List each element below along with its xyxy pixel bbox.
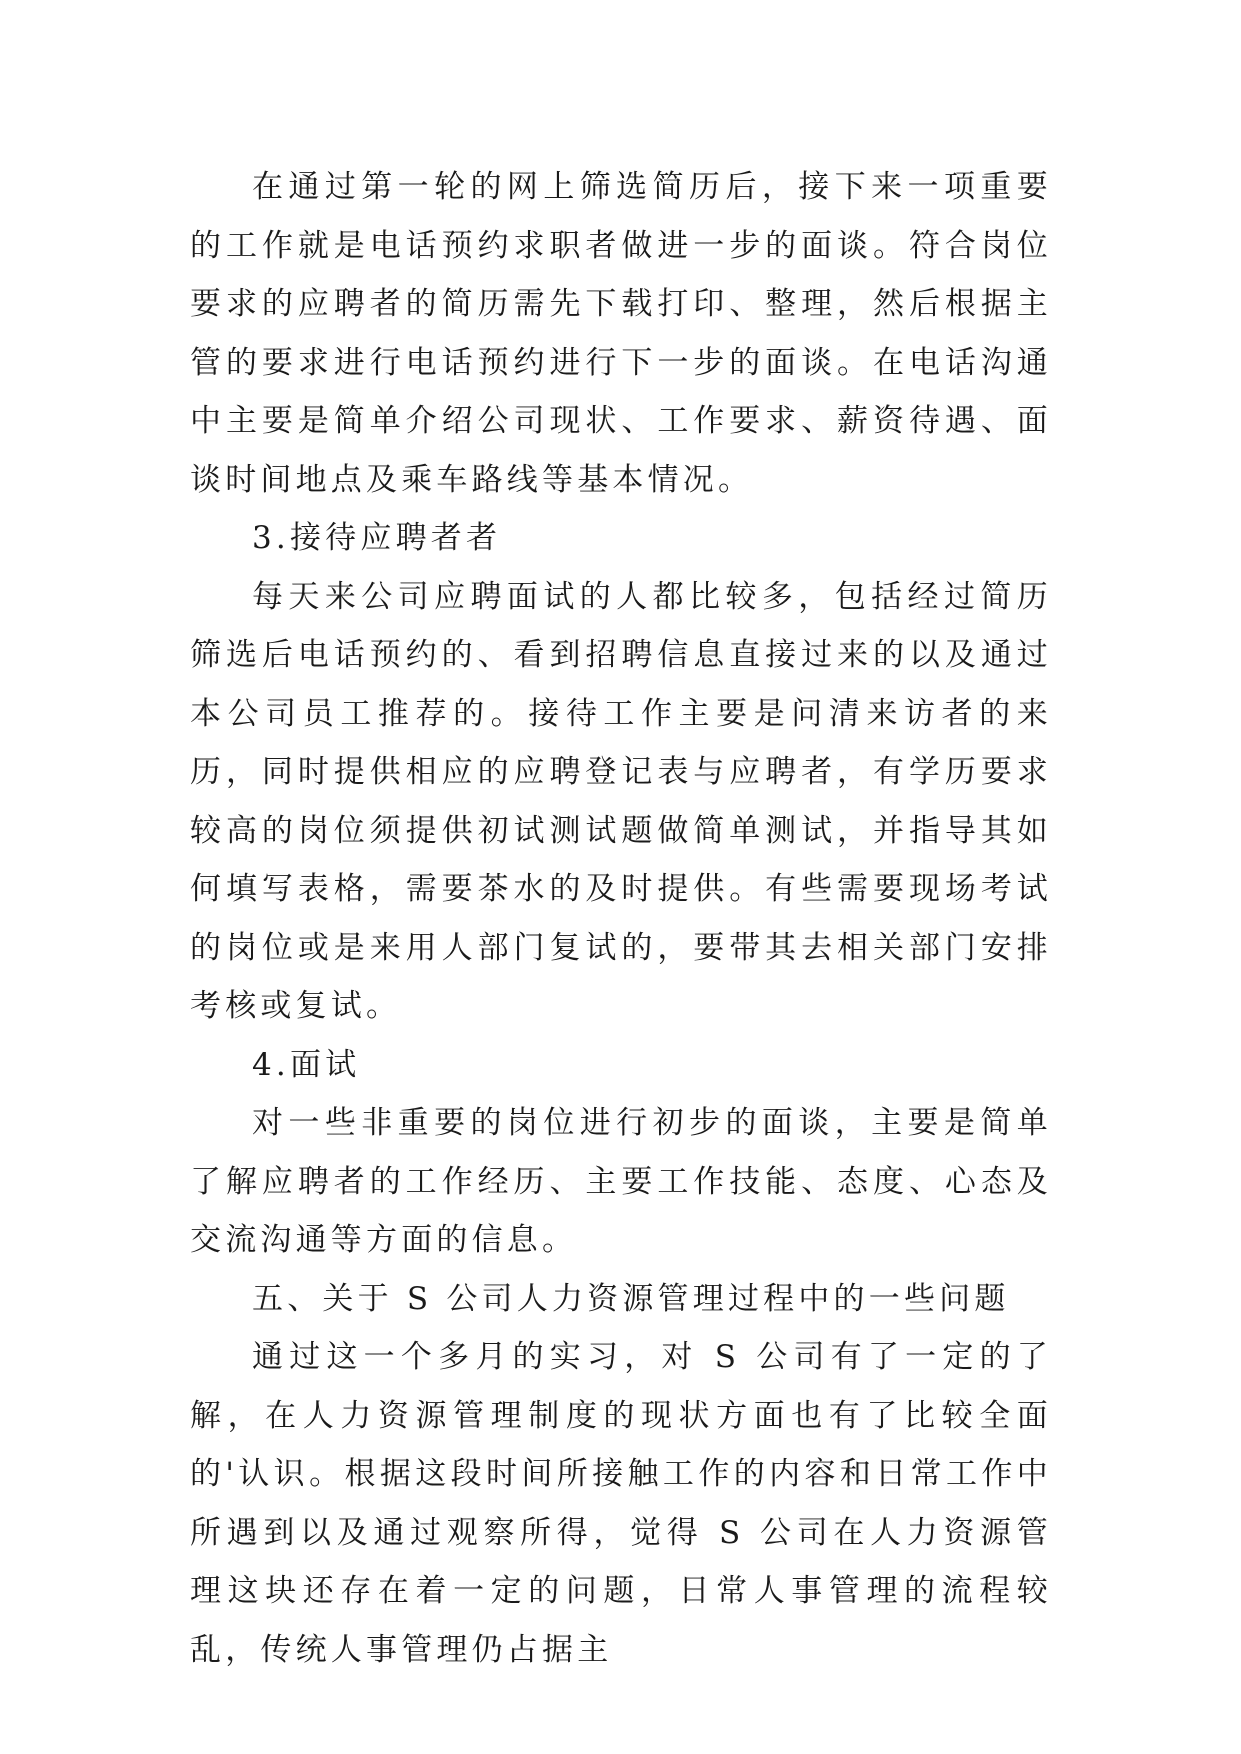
section-heading-reception: 3.接待应聘者者: [252, 520, 502, 556]
section-heading-problems: 五、关于 S 公司人力资源管理过程中的一些问题: [252, 1280, 1010, 1317]
paragraph-problems: 通过这一个多月的实习，对 S 公司有了一定的了解，在人力资源管理制度的现状方面也有了比较全面的'认识。根据这段时间所接触工作的内容和日常工作中所遇到以及通过观察所得，觉得 S 公司在人力资源管理这块还存在着一定的问题，日常人事管理的流程较乱，传统人事管理仍占据主: [190, 1339, 1052, 1668]
paragraph-interview: 对一些非重要的岗位进行初步的面谈，主要是简单了解应聘者的工作经历、主要工作技能、态度、心态及交流沟通等方面的信息。: [190, 1105, 1052, 1258]
section-heading-interview: 4.面试: [252, 1046, 361, 1083]
document-body: [190, 158, 1052, 1679]
paragraph-phone-appointment: 在通过第一轮的网上筛选简历后，接下来一项重要的工作就是电话预约求职者做进一步的面谈。符合岗位要求的应聘者的简历需先下载打印、整理，然后根据主管的要求进行电话预约进行下一步的面谈。在电话沟通中主要是简单介绍公司现状、工作要求、薪资待遇、面谈时间地点及乘车路线等基本情况。: [190, 169, 1052, 498]
paragraph-reception: 每天来公司应聘面试的人都比较多，包括经过简历筛选后电话预约的、看到招聘信息直接过来的以及通过本公司员工推荐的。接待工作主要是问清来访者的来历，同时提供相应的应聘登记表与应聘者，有学历要求较高的岗位须提供初试测试题做简单测试，并指导其如何填写表格，需要茶水的及时提供。有些需要现场考试的岗位或是来用人部门复试的，要带其去相关部门安排考核或复试。: [190, 578, 1052, 1024]
